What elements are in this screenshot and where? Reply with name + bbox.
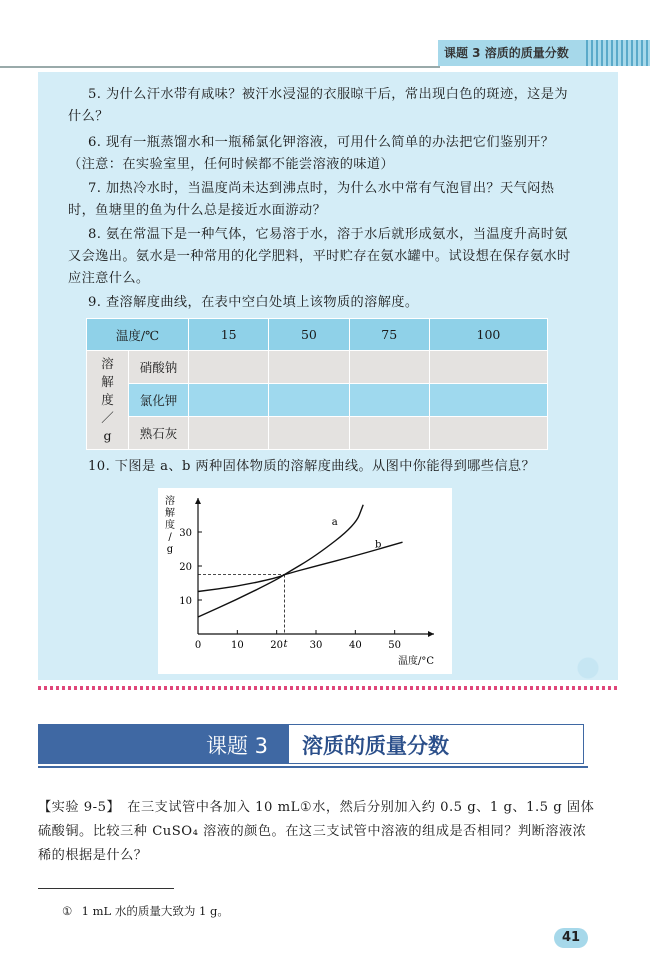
y-axis-label-char: 度 — [165, 520, 175, 531]
substance-name: 硝酸钠 — [129, 351, 189, 384]
running-header-label: 课题 3 溶质的质量分数 — [444, 46, 569, 60]
y-axis-label-char: / — [168, 532, 172, 543]
row-group-label-char: 解 — [101, 374, 114, 389]
blank-cell[interactable] — [269, 351, 349, 384]
blank-cell[interactable] — [349, 351, 429, 384]
row-group-label-text — [87, 355, 128, 445]
blank-cell[interactable] — [429, 417, 547, 450]
corner-decoration — [548, 650, 618, 680]
header-decoration — [586, 40, 650, 66]
substance-name: 熟石灰 — [129, 417, 189, 450]
table-header-cell: 100 — [429, 319, 547, 351]
blank-cell[interactable] — [269, 417, 349, 450]
experiment-paragraph: 【实验 9-5】 在三支试管中各加入 10 mL①水，然后分别加入约 0.5 g、1 g、1.5 g 固体硫酸铜。比较三种 CuSO₄ 溶液的颜色。在这三支试管中溶液的组成是否相同？判断溶液浓稀的根据是什么？ — [38, 800, 595, 863]
section-title: 溶质的质量分数 — [302, 734, 449, 758]
question-9: 9. 查溶解度曲线，在表中空白处填上该物质的溶解度。 — [88, 295, 419, 310]
blank-cell[interactable] — [429, 351, 547, 384]
blank-cell[interactable] — [349, 417, 429, 450]
x-axis-arrow — [428, 631, 434, 637]
y-tick-label: 10 — [179, 596, 192, 607]
blank-cell[interactable] — [429, 384, 547, 417]
question-10: 10. 下图是 a、b 两种固体物质的溶解度曲线。从图中你能得到哪些信息？ — [88, 459, 536, 474]
table-row — [87, 384, 548, 417]
solubility-chart — [158, 488, 452, 674]
table-header-row — [87, 319, 548, 351]
section-banner — [38, 724, 584, 764]
y-tick-label: 20 — [179, 562, 192, 573]
y-axis-arrow — [195, 498, 201, 504]
question-5: 5. 为什么汗水带有咸味？被汗水浸湿的衣服晾干后，常出现白色的斑迹，这是为什么？ — [68, 87, 568, 124]
y-tick-label: 30 — [179, 528, 192, 539]
footnote-marker: ① — [62, 904, 73, 918]
blank-cell[interactable] — [189, 384, 269, 417]
series-label-b: b — [375, 539, 382, 551]
substance-name: 氯化钾 — [129, 384, 189, 417]
question-8: 8. 氨在常温下是一种气体，它易溶于水，溶于水后就形成氨水，当温度升高时氨又会逸出。氨水是一种常用的化学肥料，平时贮存在氨水罐中。试设想在保存氨水时应注意什么。 — [68, 227, 571, 286]
table-row — [87, 351, 548, 384]
row-group-label-char: ／ — [101, 410, 114, 425]
series-label-a: a — [331, 517, 338, 529]
banner-underline — [38, 766, 588, 768]
table-row — [87, 417, 548, 450]
x-tick-label: 10 — [230, 640, 244, 651]
row-group-label-char: g — [103, 428, 112, 443]
row-group-label-char: 溶 — [101, 356, 114, 371]
intersection-x-label: t — [283, 639, 288, 650]
y-axis-label-char: 溶 — [165, 496, 175, 507]
question-7: 7. 加热冷水时，当温度尚未达到沸点时，为什么水中常有气泡冒出？天气闷热时，鱼塘里的鱼为什么总是接近水面游动？ — [68, 181, 555, 218]
y-axis-label-char: g — [166, 544, 174, 555]
footnote — [62, 903, 229, 919]
x-tick-label: 40 — [348, 640, 362, 651]
section-number: 课题 3 — [206, 734, 269, 758]
blank-cell[interactable] — [269, 384, 349, 417]
table-header-cell: 50 — [269, 319, 349, 351]
y-axis-label-char: 解 — [165, 508, 175, 519]
blank-cell[interactable] — [349, 384, 429, 417]
table-header-cell: 15 — [189, 319, 269, 351]
table-header-cell: 75 — [349, 319, 429, 351]
page-number: 41 — [554, 928, 588, 948]
question-6: 6. 现有一瓶蒸馏水和一瓶稀氯化钾溶液，可用什么简单的办法把它们鉴别开？（注意：在实验室里，任何时候都不能尝溶液的味道） — [68, 135, 555, 172]
x-tick-label: 0 — [194, 640, 202, 651]
table-header-cell: 温度/℃ — [87, 319, 189, 351]
x-tick-label: 30 — [309, 640, 323, 651]
row-group-label — [87, 351, 129, 450]
x-tick-label: 50 — [388, 640, 402, 651]
x-axis-label: 温度/°C — [397, 656, 434, 667]
footnote-text: 1 mL 水的质量大致为 1 g。 — [81, 904, 229, 918]
header-rule — [0, 66, 440, 68]
blank-cell[interactable] — [189, 351, 269, 384]
row-group-label-char: 度 — [101, 392, 114, 407]
solubility-chart-svg — [158, 488, 452, 674]
solubility-table — [86, 318, 548, 450]
blank-cell[interactable] — [189, 417, 269, 450]
x-tick-label: 20 — [270, 640, 284, 651]
series-line-b — [198, 542, 403, 591]
footnote-rule — [38, 888, 174, 889]
dotted-divider — [38, 686, 618, 690]
